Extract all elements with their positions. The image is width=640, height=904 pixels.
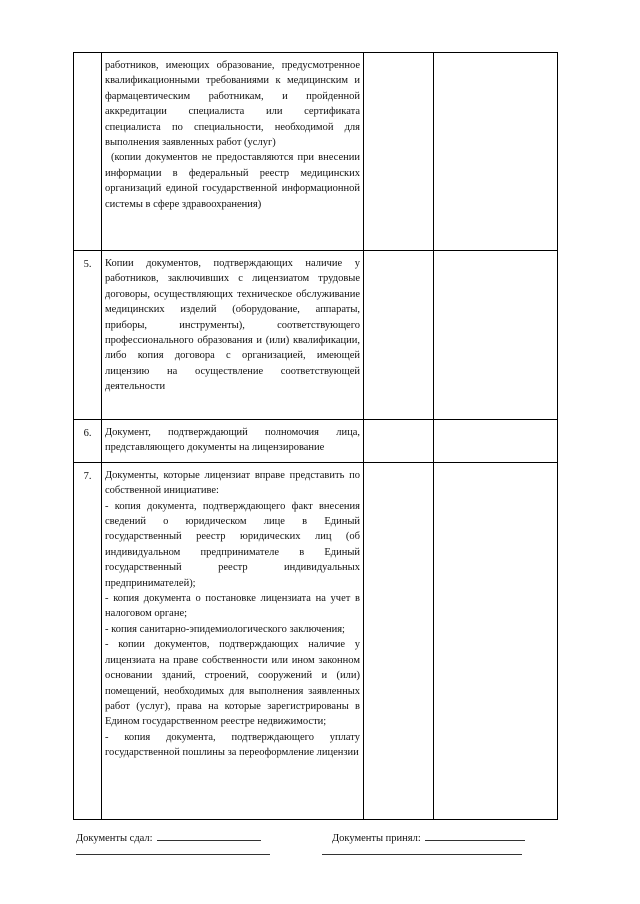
row-number-cell — [74, 53, 102, 251]
row-description — [102, 251, 363, 401]
row-number-cell — [74, 420, 102, 463]
table-row — [74, 420, 558, 463]
row-description — [102, 53, 363, 218]
submitted-name-line — [76, 854, 270, 855]
row-paragraph: Документ, подтверждающий полномочия лица, представляющего документы на лицензирование — [105, 427, 360, 454]
row-empty-cell — [434, 53, 558, 251]
row-empty-cell — [434, 462, 558, 819]
row-description-cell — [102, 53, 364, 251]
row-description — [102, 420, 363, 462]
row-paragraph: - копия санитарно-эпидемиологического заключения; — [105, 623, 345, 635]
row-empty-cell — [364, 462, 434, 819]
row-empty-cell — [364, 53, 434, 251]
submitted-label: Документы сдал: — [76, 833, 153, 844]
row-description-cell — [102, 251, 364, 420]
row-number: 5. — [83, 259, 92, 270]
row-paragraph: - копии документов, подтверждающих наличие у лицензиата на праве собственности или ином законном основании зданий, строений, сооружений и (или) помещений, необходимых для выполнения заявленных работ (услуг), права на которые зарегистрированы в Едином государственном реестре недвижимости; — [105, 639, 360, 728]
row-paragraph: (копии документов не предоставляются при внесении информации в федеральный реестр медицинских организаций единой государственной информационной системы в сфере здравоохранения) — [105, 152, 360, 210]
row-paragraph: - копия документа о постановке лицензиата на учет в налоговом органе; — [105, 593, 360, 620]
row-empty-cell — [434, 251, 558, 420]
documents-table — [73, 52, 558, 820]
received-name-line — [322, 854, 522, 855]
row-empty-cell — [364, 420, 434, 463]
row-description — [102, 463, 363, 767]
row-empty-cell — [434, 420, 558, 463]
received-label: Документы принял: — [332, 833, 421, 844]
row-description-cell — [102, 420, 364, 463]
row-number — [74, 53, 101, 59]
row-paragraph: - копия документа, подтверждающего факт внесения сведений о юридическом лице в Единый государственный реестр юридических лиц (об индивидуальном предпринимателе в Единый государственный реестр индивидуальных предпринимателей); — [105, 500, 360, 589]
row-paragraph: работников, имеющих образование, предусмотренное квалификационными требованиями к медицинским и фармацевтическим работникам, и пройденной аккредитации специалиста или сертификата специалиста по специальности, необходимой для выполнения заявленных работ (услуг) — [105, 60, 360, 149]
row-number-cell — [74, 251, 102, 420]
row-number: 7. — [83, 470, 92, 482]
row-number: 6. — [83, 428, 92, 439]
row-paragraph: Документы, которые лицензиат вправе представить по собственной инициативе: — [105, 469, 360, 497]
row-paragraph: Копии документов, подтверждающих наличие у работников, заключивших с лицензиатом трудовые договоры, осуществляющих техническое обслуживание медицинских изделий (оборудование, аппараты, приборы, инструменты), соответствующего профессионального образования и (или) квалификации, либо копия договора с организацией, имеющей лицензию на осуществление соответствующей деятельности — [105, 258, 360, 393]
table-row — [74, 462, 558, 819]
submitted-signature — [76, 829, 261, 846]
row-paragraph: - копия документа, подтверждающего уплату государственной пошлины за переоформление лицензии — [105, 731, 360, 759]
submitted-signature-line — [157, 829, 261, 841]
table-row — [74, 251, 558, 420]
row-empty-cell — [364, 251, 434, 420]
received-signature-line — [425, 829, 525, 841]
table-row — [74, 53, 558, 251]
row-description-cell — [102, 462, 364, 819]
row-number-cell — [74, 462, 102, 819]
received-signature — [332, 829, 525, 846]
